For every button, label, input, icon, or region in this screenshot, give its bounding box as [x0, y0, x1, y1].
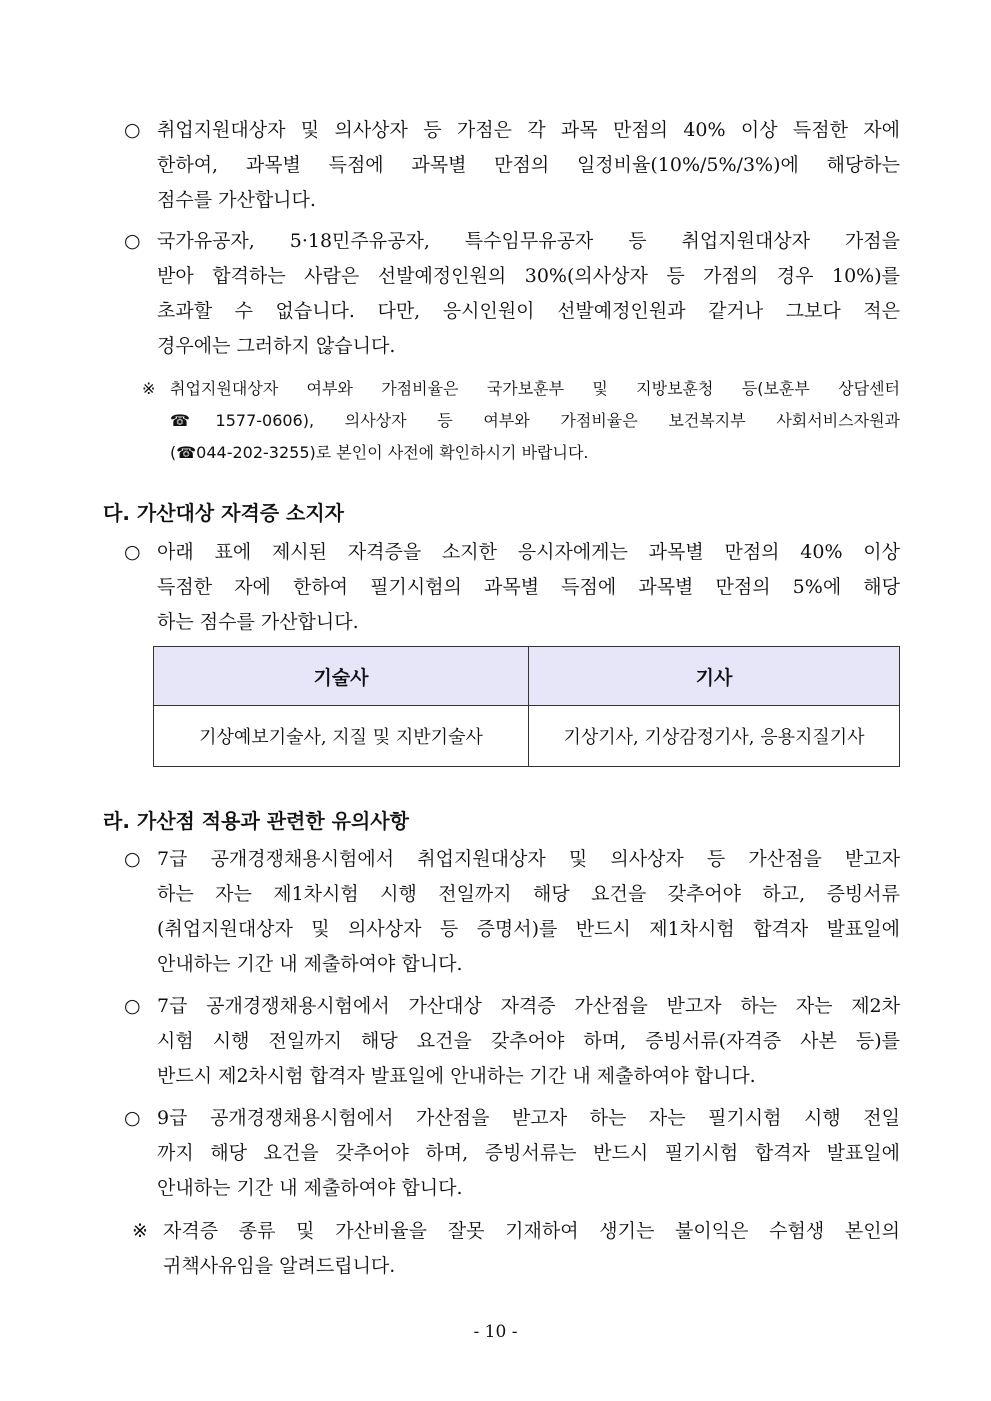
paragraph-line: 경우에는 그러하지 않습니다.: [157, 335, 396, 357]
bullet-icon: ○: [124, 995, 141, 1017]
paragraph-line: 하는 점수를 가산합니다.: [157, 611, 359, 633]
section-heading: 라. 가산점 적용과 관련한 유의사항: [103, 809, 409, 833]
paragraph-line: 안내하는 기간 내 제출하여야 합니다.: [157, 953, 463, 975]
bullet-icon: ○: [124, 119, 141, 141]
paragraph: [157, 535, 900, 640]
note-line: 자격증 종류 및 가산비율을 잘못 기재하여 생기는 불이익은 수험생 본인의: [163, 1220, 900, 1242]
page-number: - 10 -: [473, 1322, 518, 1342]
note-mark-icon: ※: [142, 379, 156, 398]
paragraph-line: 반드시 제2차시험 합격자 발표일에 안내하는 기간 내 제출하여야 합니다.: [157, 1065, 756, 1087]
certificate-table: [153, 646, 900, 767]
paragraph: [157, 1101, 900, 1206]
table-header-row: [154, 647, 900, 706]
section-heading: 다. 가산대상 자격증 소지자: [103, 501, 345, 525]
bullet-icon: ○: [124, 1107, 141, 1129]
note-paragraph: [163, 1214, 900, 1284]
paragraph-line: 하는 자는 제1차시험 시행 전일까지 해당 요건을 갖추어야 하고, 증빙서류: [157, 883, 900, 905]
paragraph-line: 시험 시행 전일까지 해당 요건을 갖추어야 하며, 증빙서류(자격증 사본 등)를: [157, 1030, 900, 1052]
paragraph: [157, 842, 900, 982]
paragraph-line: 취업지원대상자 및 의사상자 등 가점은 각 과목 만점의 40% 이상 득점한 자에: [157, 119, 900, 141]
bullet-icon: ○: [124, 848, 141, 870]
note-mark-icon: ※: [132, 1220, 148, 1242]
table-cell: 기상예보기술사, 지질 및 지반기술사: [154, 706, 529, 767]
note-line: 귀책사유임을 알려드립니다.: [163, 1255, 396, 1277]
paragraph-line: 국가유공자, 5·18민주유공자, 특수임무유공자 등 취업지원대상자 가점을: [157, 230, 900, 252]
paragraph-line: 까지 해당 요건을 갖추어야 하며, 증빙서류는 반드시 필기시험 합격자 발표일에: [157, 1142, 900, 1164]
paragraph: [157, 224, 900, 364]
paragraph: [157, 113, 900, 218]
paragraph-line: 득점한 자에 한하여 필기시험의 과목별 득점에 과목별 만점의 5%에 해당: [157, 576, 900, 598]
note-paragraph: [170, 373, 900, 469]
paragraph-line: 9급 공개경쟁채용시험에서 가산점을 받고자 하는 자는 필기시험 시행 전일: [157, 1107, 900, 1129]
note-line: 취업지원대상자 여부와 가점비율은 국가보훈부 및 지방보훈청 등(보훈부 상담센터: [170, 379, 900, 398]
table-cell: 기상기사, 기상감정기사, 응용지질기사: [529, 706, 900, 767]
paragraph-line: 초과할 수 없습니다. 다만, 응시인원이 선발예정인원과 같거나 그보다 적은: [157, 300, 900, 322]
paragraph-line: 한하여, 과목별 득점에 과목별 만점의 일정비율(10%/5%/3%)에 해당하는: [157, 154, 900, 176]
paragraph-line: 7급 공개경쟁채용시험에서 가산대상 자격증 가산점을 받고자 하는 자는 제2차: [157, 995, 900, 1017]
bullet-icon: ○: [124, 230, 141, 252]
paragraph-line: (취업지원대상자 및 의사상자 등 증명서)를 반드시 제1차시험 합격자 발표일에: [157, 918, 900, 940]
bullet-icon: ○: [124, 541, 141, 563]
note-line: (☎044-202-3255)로 본인이 사전에 확인하시기 바랍니다.: [170, 443, 589, 462]
paragraph-line: 아래 표에 제시된 자격증을 소지한 응시자에게는 과목별 만점의 40% 이상: [157, 541, 900, 563]
table-header-cell: 기사: [529, 647, 900, 706]
paragraph-line: 7급 공개경쟁채용시험에서 취업지원대상자 및 의사상자 등 가산점을 받고자: [157, 848, 900, 870]
note-line: ☎1577-0606), 의사상자 등 여부와 가점비율은 보건복지부 사회서비스자원과: [170, 411, 900, 430]
table-header-cell: 기술사: [154, 647, 529, 706]
paragraph-line: 안내하는 기간 내 제출하여야 합니다.: [157, 1177, 463, 1199]
table-row: [154, 706, 900, 767]
paragraph: [157, 989, 900, 1094]
paragraph-line: 받아 합격하는 사람은 선발예정인원의 30%(의사상자 등 가점의 경우 10%)를: [157, 265, 900, 287]
paragraph-line: 점수를 가산합니다.: [157, 189, 316, 211]
